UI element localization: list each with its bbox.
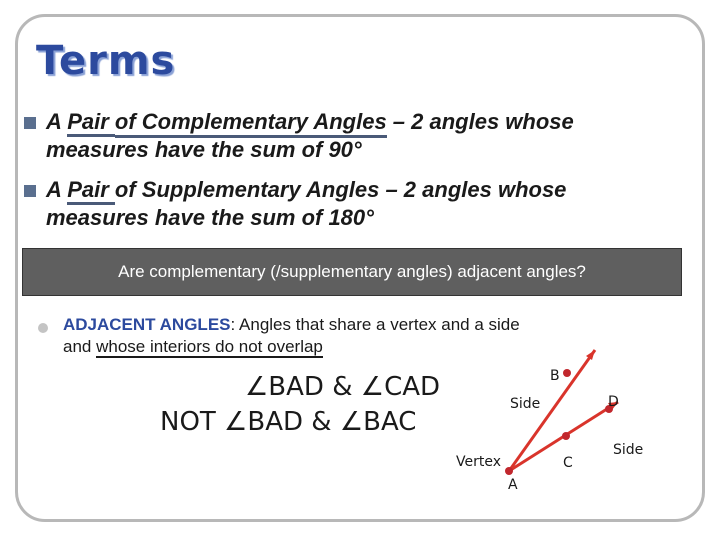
square-bullet-icon xyxy=(24,117,36,129)
underlined-word: Pair xyxy=(67,109,115,137)
definition-part-1: Angles that share a vertex and a side xyxy=(235,315,520,334)
square-bullet-icon xyxy=(24,185,36,197)
bullet-prefix: A xyxy=(46,109,68,134)
underlined-word: Pair xyxy=(67,177,115,205)
bullet-complementary xyxy=(24,108,706,164)
side-label-lower: Side xyxy=(613,442,644,458)
bullet-prefix: A xyxy=(46,177,68,202)
banner-text: Are complementary (/supplementary angles) adjacent angles? xyxy=(118,262,586,281)
definition-underlined: whose interiors do not overlap xyxy=(96,337,323,356)
slide-title: Terms xyxy=(36,38,176,84)
angle-pair-incorrect: NOT ∠BAD & ∠BAC xyxy=(160,407,417,437)
bullet-supplementary xyxy=(24,176,706,232)
bullet-suffix: – 2 angles whose xyxy=(379,177,567,202)
bullet-line2: measures have the sum of 90° xyxy=(46,137,362,162)
circle-bullet-icon xyxy=(38,323,48,333)
label-b: B xyxy=(550,368,560,384)
angle-pair-correct: ∠BAD & ∠CAD xyxy=(245,372,441,402)
term-name: of Supplementary Angles xyxy=(114,177,380,202)
point-b xyxy=(563,369,571,377)
bullet-text xyxy=(46,108,706,164)
bullet-line2: measures have the sum of 180° xyxy=(46,205,374,230)
term-name: of Complementary Angles xyxy=(115,109,387,138)
adjacent-angle-diagram xyxy=(440,330,670,500)
vertex-label: Vertex xyxy=(456,454,502,470)
side-label-upper: Side xyxy=(510,396,541,412)
point-a xyxy=(505,467,513,475)
label-a: A xyxy=(508,477,518,493)
definition-prefix: and xyxy=(63,337,97,356)
term-colon: : xyxy=(230,315,236,334)
term-label: ADJACENT ANGLES xyxy=(63,315,231,334)
label-c: C xyxy=(563,455,573,471)
question-banner xyxy=(22,248,682,296)
bullet-text xyxy=(46,176,706,232)
label-d: D xyxy=(608,394,619,410)
bullet-suffix: – 2 angles whose xyxy=(386,109,574,134)
point-c xyxy=(562,432,570,440)
